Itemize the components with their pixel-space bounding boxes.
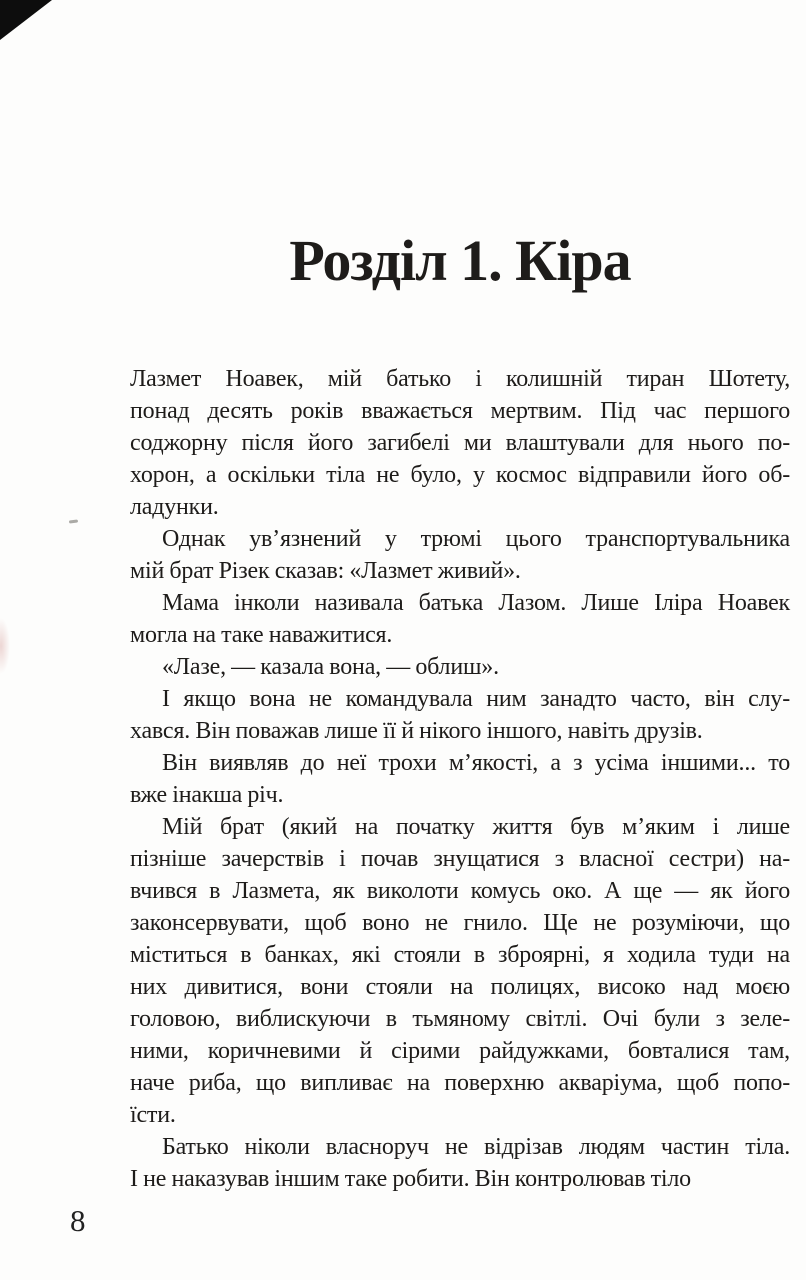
text-line: Мій брат (який на початку життя був м’яким і лише [162, 814, 790, 840]
text-line: І якщо вона не командувала ним занадто часто, він слу- [162, 686, 790, 712]
body-text [130, 363, 790, 1195]
text-line: І не наказував іншим таке робити. Він контролював тіло [130, 1166, 691, 1192]
page-number: 8 [70, 1203, 86, 1238]
text-line: «Лазе, — казала вона, — облиш». [162, 654, 499, 680]
text-line: Мама інколи називала батька Лазом. Лише Іліра Ноавек [162, 590, 790, 616]
text-line: пізніше зачерствів і почав знущатися з власної сестри) на- [130, 846, 790, 872]
text-line: наче риба, що випливає на поверхню акваріума, щоб попо- [130, 1070, 790, 1096]
paragraph [130, 363, 790, 523]
chapter-title: Розділ 1. Кіра [289, 228, 631, 293]
text-line: ними, коричневими й сірими райдужками, бовталися там, [130, 1038, 790, 1064]
paragraph [130, 747, 790, 811]
text-line: головою, виблискуючи в тьмяному світлі. Очі були з зеле- [130, 1006, 790, 1032]
scan-speck-artifact [69, 519, 78, 523]
text-line: Батько ніколи власноруч не відрізав людям частин тіла. [162, 1134, 790, 1160]
text-line: соджорну після його загибелі ми влаштували для нього по- [130, 430, 790, 456]
scan-smudge-artifact [0, 618, 10, 674]
paragraph [130, 587, 790, 651]
paragraph [130, 651, 790, 683]
text-line: законсервувати, щоб воно не гнило. Ще не розуміючи, що [130, 910, 790, 936]
text-line: них дивитися, вони стояли на полицях, високо над моєю [130, 974, 790, 1000]
text-line: їсти. [130, 1102, 176, 1128]
text-line: мій брат Різек сказав: «Лазмет живий». [130, 558, 521, 584]
text-line: понад десять років вважається мертвим. Під час першого [130, 398, 790, 424]
paragraph [130, 523, 790, 587]
paragraph [130, 1131, 790, 1195]
text-line: хорон, а оскільки тіла не було, у космос відправили його об- [130, 462, 790, 488]
text-line: Однак ув’язнений у трюмі цього транспортувальника [162, 526, 790, 552]
scan-corner-artifact [0, 0, 52, 40]
text-line: могла на таке наважитися. [130, 622, 393, 648]
text-line: вже інакша річ. [130, 782, 284, 808]
paragraph [130, 811, 790, 1131]
text-line: вчився в Лазмета, як виколоти комусь око. А ще — як його [130, 878, 790, 904]
text-line: Лазмет Ноавек, мій батько і колишній тиран Шотету, [130, 366, 790, 392]
text-line: міститься в банках, які стояли в зброярні, я ходила туди на [130, 942, 790, 968]
paragraph [130, 683, 790, 747]
text-line: ладунки. [130, 494, 219, 520]
text-line: хався. Він поважав лише її й нікого іншого, навіть друзів. [130, 718, 703, 744]
text-line: Він виявляв до неї трохи м’якості, а з усіма іншими... то [162, 750, 790, 776]
